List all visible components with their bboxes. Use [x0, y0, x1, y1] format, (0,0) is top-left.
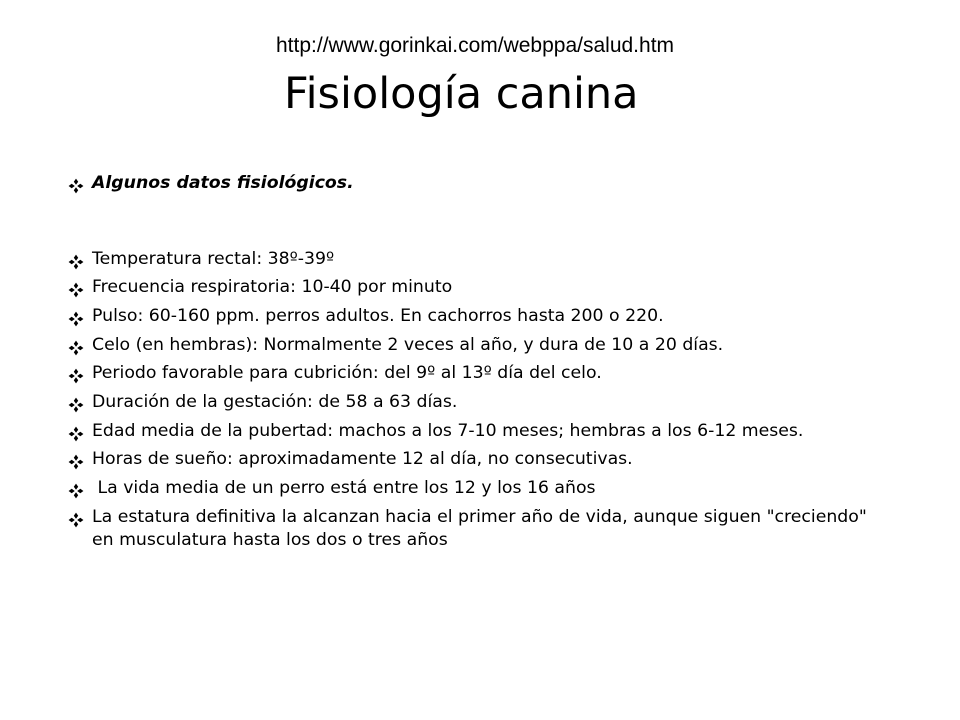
- list-item-text: Horas de sueño: aproximadamente 12 al día, no consecutivas.: [92, 449, 633, 469]
- list-item: [60, 448, 920, 471]
- four-diamond-bullet-icon: [60, 448, 92, 470]
- four-diamond-bullet-icon: [60, 477, 92, 499]
- list-item: [60, 477, 920, 500]
- list-item-text: La estatura definitiva la alcanzan hacia el primer año de vida, aunque siguen "creciendo" en musculatura hasta los dos o tres años: [92, 507, 867, 550]
- list-item: [60, 391, 920, 414]
- list-item: [60, 276, 920, 299]
- list-item-text: Pulso: 60-160 ppm. perros adultos. En cachorros hasta 200 o 220.: [92, 306, 664, 326]
- list-item-text: Periodo favorable para cubrición: del 9º al 13º día del celo.: [92, 363, 602, 383]
- list-item: [60, 305, 920, 328]
- four-diamond-bullet-icon: [60, 420, 92, 442]
- list-item: [60, 420, 920, 443]
- four-diamond-bullet-icon: [60, 172, 92, 194]
- four-diamond-bullet-icon: [60, 506, 92, 528]
- list-item-text: Celo (en hembras): Normalmente 2 veces al año, y dura de 10 a 20 días.: [92, 335, 724, 355]
- list-item-text: Duración de la gestación: de 58 a 63 días.: [92, 392, 458, 412]
- list-item-text: Temperatura rectal: 38º-39º: [92, 249, 335, 269]
- four-diamond-bullet-icon: [60, 248, 92, 270]
- list-item: [60, 334, 920, 357]
- list-item-text: Edad media de la pubertad: machos a los 7-10 meses; hembras a los 6-12 meses.: [92, 421, 804, 441]
- list-item: [60, 506, 920, 552]
- list-item-text: Frecuencia respiratoria: 10-40 por minuto: [92, 277, 453, 297]
- four-diamond-bullet-icon: [60, 334, 92, 356]
- four-diamond-bullet-icon: [60, 276, 92, 298]
- list-item: [60, 362, 920, 385]
- four-diamond-bullet-icon: [60, 391, 92, 413]
- four-diamond-bullet-icon: [60, 362, 92, 384]
- list-item: [60, 248, 920, 271]
- four-diamond-bullet-icon: [60, 305, 92, 327]
- list-item-text: La vida media de un perro está entre los 12 y los 16 años: [92, 478, 596, 498]
- intro-text: Algunos datos fisiológicos.: [92, 173, 354, 193]
- slide-title: Fisiología canina: [284, 69, 639, 119]
- source-url: http://www.gorinkai.com/webppa/salud.htm: [276, 34, 675, 57]
- intro-bullet-item: [60, 172, 920, 195]
